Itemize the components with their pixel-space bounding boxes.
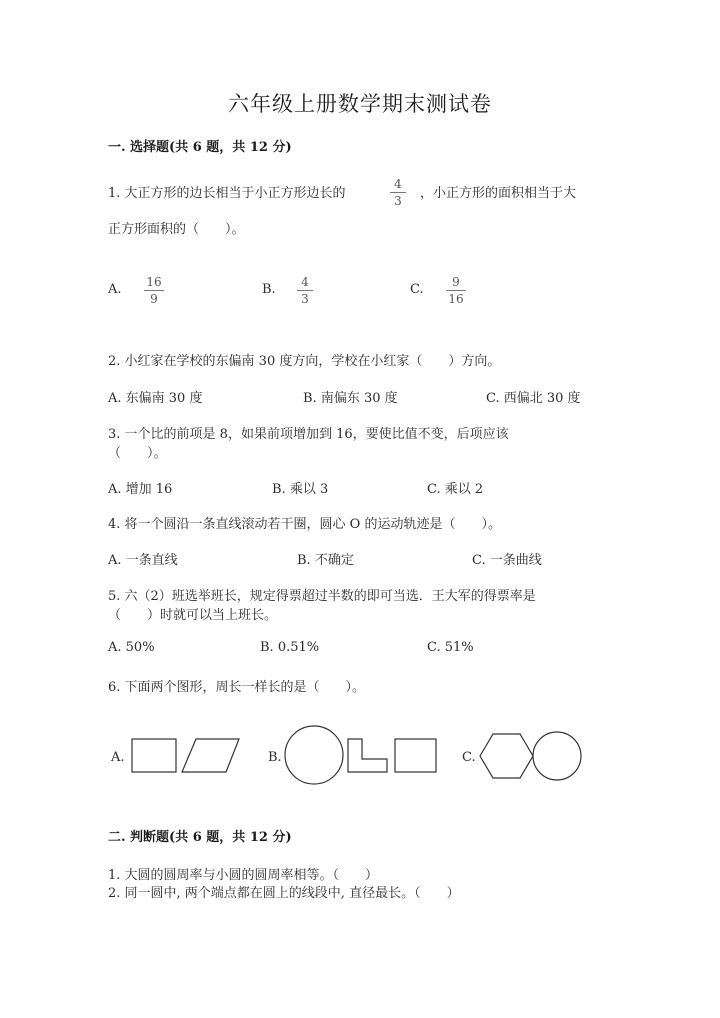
figure-a-rectangle xyxy=(132,739,176,772)
question-5-option-c: C. 51% xyxy=(427,640,474,655)
question-5-text-a: 5. 六（2）班选举班长，规定得票超过半数的即可当选．王大军的得票率是 xyxy=(108,589,536,604)
question-2-option-b: B. 南偏东 30 度 xyxy=(303,391,398,406)
question-6-figure-b-label: B. xyxy=(268,750,282,765)
question-2-text: 2. 小红家在学校的东偏南 30 度方向，学校在小红家（ ）方向。 xyxy=(108,354,501,369)
question-1-text-c: 正方形面积的（ ）。 xyxy=(108,222,245,237)
question-5-text-b: （ ）时就可以当上班长。 xyxy=(108,608,278,623)
section-heading-choice: 一. 选择题(共 6 题，共 12 分) xyxy=(108,140,292,155)
question-1-option-a-label: A. xyxy=(108,282,122,297)
question-1-option-c-label: C. xyxy=(410,282,424,297)
judgement-item-2: 2. 同一圆中, 两个端点都在圆上的线段中, 直径最长。（ ） xyxy=(108,886,460,901)
page-title: 六年级上册数学期末测试卷 xyxy=(228,92,492,116)
question-6-text: 6. 下面两个图形，周长一样长的是（ ）。 xyxy=(108,680,366,695)
question-3-option-b: B. 乘以 3 xyxy=(272,482,329,497)
fraction-denominator: 16 xyxy=(448,292,464,306)
question-3-option-c: C. 乘以 2 xyxy=(427,482,484,497)
question-2-option-c: C. 西偏北 30 度 xyxy=(486,391,581,406)
question-6-figure-a-label: A. xyxy=(111,750,125,765)
fraction-denominator: 9 xyxy=(150,292,158,306)
question-1-text-b: ，小正方形的面积相当于大 xyxy=(420,186,577,201)
fraction-denominator: 3 xyxy=(301,292,309,306)
question-4-text: 4. 将一个圆沿一条直线滚动若干圈，圆心 O 的运动轨迹是（ ）。 xyxy=(108,517,501,532)
section-heading-judgement: 二. 判断题(共 6 题，共 12 分) xyxy=(108,830,292,845)
question-3-text-b: （ ）。 xyxy=(108,446,167,461)
question-3-option-a: A. 增加 16 xyxy=(108,482,173,497)
fraction-denominator: 3 xyxy=(394,194,402,208)
question-5-option-a: A. 50% xyxy=(108,640,155,655)
question-1-text-a: 1. 大正方形的边长相当于小正方形边长的 xyxy=(108,186,346,201)
fraction-numerator: 9 xyxy=(452,275,460,289)
fraction-numerator: 16 xyxy=(146,275,162,289)
fraction-numerator: 4 xyxy=(394,177,402,191)
fraction-numerator: 4 xyxy=(301,275,309,289)
figure-c-hexagon xyxy=(480,734,533,778)
question-1-option-b-label: B. xyxy=(262,282,276,297)
question-3-text-a: 3. 一个比的前项是 8，如果前项增加到 16，要使比值不变，后项应该 xyxy=(108,427,509,442)
figure-b-l-shape xyxy=(348,739,387,772)
figure-b-circle xyxy=(285,726,343,784)
question-4-option-a: A. 一条直线 xyxy=(108,553,178,568)
question-2-option-a: A. 东偏南 30 度 xyxy=(108,391,203,406)
question-6-figure-c-label: C. xyxy=(462,750,476,765)
question-5-option-b: B. 0.51% xyxy=(260,640,320,655)
figure-b-rectangle xyxy=(395,739,436,772)
figure-c-circle xyxy=(533,732,581,780)
question-4-option-c: C. 一条曲线 xyxy=(472,553,542,568)
figure-a-parallelogram xyxy=(182,739,239,772)
question-4-option-b: B. 不确定 xyxy=(297,553,354,568)
judgement-item-1: 1. 大圆的圆周率与小圆的圆周率相等。（ ） xyxy=(108,868,379,883)
